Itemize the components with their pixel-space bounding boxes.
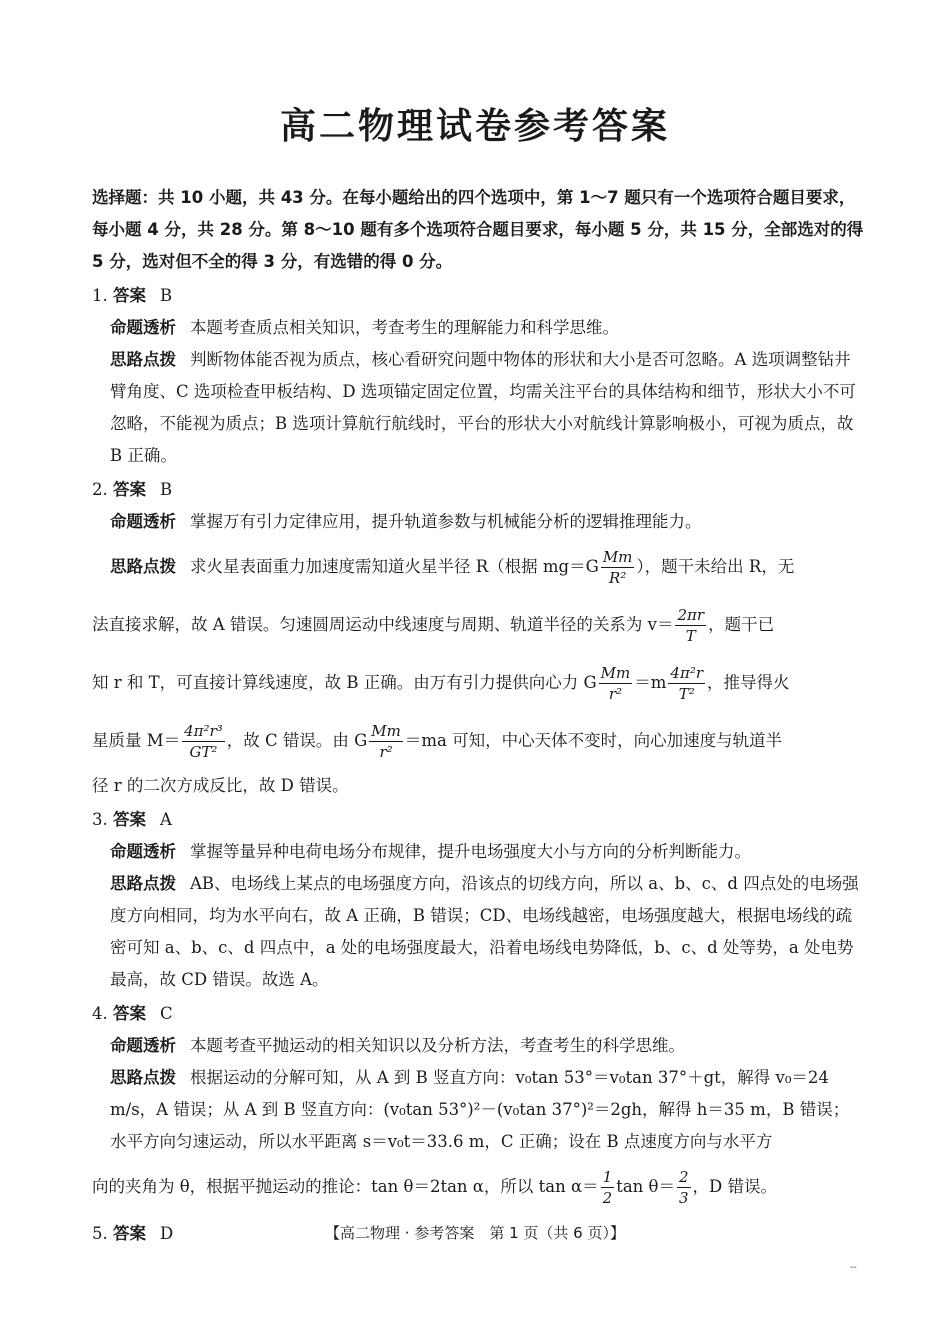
fraction — [668, 663, 705, 704]
question-number: 5. — [92, 1224, 108, 1243]
answer-label: 答案 — [113, 1004, 146, 1023]
fraction-numerator: 1 — [602, 1168, 613, 1186]
corner-mark: -- — [850, 1262, 857, 1273]
intent-text: 本题考查质点相关知识，考查考生的理解能力和科学思维。 — [190, 318, 619, 337]
idea-text: AB、电场线上某点的电场强度方向，沿该点的切线方向，所以 a、b、c、d 四点处的电场强度方向相同，均为水平向右，故 A 正确，B 错误；CD、电场线越密，电场强度越大，根据电场线的疏密可知 a、b、c、d 四点中，a 处的电场强度最大，沿着电场线电势降低，b、c、d 处等势，a 处电势最高，故 CD 错误。故选 A。 — [110, 874, 859, 989]
answer-label: 答案 — [113, 1224, 146, 1243]
question-1-idea — [92, 344, 864, 472]
question-number: 2. — [92, 480, 108, 499]
question-3-header — [92, 804, 864, 836]
question-number: 3. — [92, 810, 108, 829]
fraction-denominator: 2 — [602, 1189, 613, 1207]
intent-text: 掌握万有引力定律应用，提升轨道参数与机械能分析的逻辑推理能力。 — [190, 512, 702, 531]
fraction — [369, 721, 403, 762]
question-4-header — [92, 998, 864, 1030]
idea-label: 思路点拨 — [110, 874, 176, 893]
question-4-idea-line-last — [92, 1158, 864, 1216]
page-footer: 【高二物理 · 参考答案 第 1 页（共 6 页）】 — [325, 1224, 625, 1242]
fraction-numerator: Mm — [600, 664, 631, 682]
fraction — [677, 1167, 691, 1208]
fraction-denominator: r² — [608, 685, 623, 703]
question-2-idea-line-3 — [92, 654, 864, 712]
fraction-numerator: 4π²r — [670, 664, 704, 682]
fraction-denominator: 3 — [679, 1189, 689, 1207]
idea-label: 思路点拨 — [110, 350, 176, 369]
fraction — [182, 721, 225, 762]
question-number: 1. — [92, 286, 108, 305]
page-title: 高二物理试卷参考答案 — [279, 106, 670, 147]
intent-text: 掌握等量异种电荷电场分布规律，提升电场强度大小与方向的分析判断能力。 — [190, 842, 751, 861]
fraction — [601, 1167, 615, 1208]
intent-label: 命题透析 — [110, 842, 176, 861]
answer-value: D — [160, 1224, 174, 1243]
idea-text: 知 r 和 T，可直接计算线速度，故 B 正确。由万有引力提供向心力 G — [92, 673, 597, 692]
question-3-intent — [92, 836, 864, 868]
fraction-numerator: Mm — [371, 722, 401, 740]
answers-body — [92, 278, 864, 1250]
question-2-header — [92, 474, 864, 506]
question-3-idea — [92, 868, 864, 996]
question-4-idea — [92, 1062, 864, 1158]
question-2-idea-line-1 — [92, 538, 864, 596]
fraction-denominator: r² — [379, 743, 393, 761]
fraction-numerator: 4π²r³ — [184, 722, 223, 740]
fraction-numerator: 2 — [679, 1168, 689, 1186]
fraction-denominator: T² — [678, 685, 695, 703]
idea-text: ，故 C 错误。由 G — [226, 731, 368, 750]
answer-value: C — [160, 1004, 173, 1023]
answer-label: 答案 — [113, 480, 146, 499]
fraction-numerator: 2πr — [677, 606, 705, 624]
question-number: 4. — [92, 1004, 108, 1023]
answer-label: 答案 — [113, 810, 146, 829]
idea-label: 思路点拨 — [110, 557, 176, 576]
idea-text: 判断物体能否视为质点，核心看研究问题中物体的形状和大小是否可忽略。A 选项调整钻井臂角度、C 选项检查甲板结构、D 选项锚定固定位置，均需关注平台的具体结构和细节，形状大小不可忽略，不能视为质点；B 选项计算航行航线时，平台的形状大小对航线计算影响极小，可视为质点，故 B 正确。 — [110, 350, 856, 465]
fraction-denominator: R² — [608, 569, 627, 587]
answer-value: B — [160, 286, 173, 305]
idea-text: ），题干未给出 R，无 — [636, 557, 795, 576]
fraction-numerator: Mm — [602, 548, 633, 566]
intent-label: 命题透析 — [110, 512, 176, 531]
fraction-denominator: T — [685, 627, 696, 645]
question-1-header — [92, 280, 864, 312]
fraction — [601, 547, 635, 588]
question-4-intent — [92, 1030, 864, 1062]
idea-text: ，推导得火 — [707, 673, 790, 692]
idea-text: ，题干已 — [708, 615, 775, 634]
idea-text: ，D 错误。 — [692, 1177, 778, 1196]
idea-text: ＝ma 可知，中心天体不变时，向心加速度与轨道半 — [404, 731, 783, 750]
question-2-idea-line-4 — [92, 712, 864, 770]
answer-label: 答案 — [113, 286, 146, 305]
idea-label: 思路点拨 — [110, 1068, 176, 1087]
fraction — [599, 663, 633, 704]
section-intro: 选择题：共 10 小题，共 43 分。在每小题给出的四个选项中，第 1～7 题只有一个选项符合题目要求，每小题 4 分，共 28 分。第 8～10 题有多个选项符合题目要求，每小题 5 分，共 15 分，全部选对的得 5 分，选对但不全的得 3 分，有选错的得 0 分。 — [92, 188, 864, 271]
intent-label: 命题透析 — [110, 1036, 176, 1055]
question-2-idea-line-2 — [92, 596, 864, 654]
idea-text: ＝m — [634, 673, 667, 692]
intent-label: 命题透析 — [110, 318, 176, 337]
idea-text: 求火星表面重力加速度需知道火星半径 R（根据 mg＝G — [190, 557, 599, 576]
question-2-idea-line-5: 径 r 的二次方成反比，故 D 错误。 — [92, 776, 349, 795]
idea-text: tan θ＝ — [616, 1177, 675, 1196]
question-1-intent — [92, 312, 864, 344]
answer-value: B — [160, 480, 173, 499]
fraction — [675, 605, 706, 646]
intent-text: 本题考查平抛运动的相关知识以及分析方法，考查考生的科学思维。 — [190, 1036, 685, 1055]
idea-text: 法直接求解，故 A 错误。匀速圆周运动中线速度与周期、轨道半径的关系为 v＝ — [92, 615, 674, 634]
question-2-intent — [92, 506, 864, 538]
fraction-denominator: GT² — [189, 743, 218, 761]
answer-value: A — [160, 810, 172, 829]
idea-text: 星质量 M＝ — [92, 731, 181, 750]
idea-text: 根据运动的分解可知，从 A 到 B 竖直方向：v₀tan 53°＝v₀tan 37°＋gt，解得 v₀＝24 m/s，A 错误；从 A 到 B 竖直方向：(v₀tan 53°)²－(v₀tan 37°)²＝2gh，解得 h＝35 m，B 错误；水平方向匀速运动，所以水平距离 s＝v₀t＝33.6 m，C 正确；设在 B 点速度方向与水平方 — [110, 1068, 850, 1151]
idea-text: 向的夹角为 θ，根据平抛运动的推论：tan θ＝2tan α，所以 tan α＝ — [92, 1177, 599, 1196]
